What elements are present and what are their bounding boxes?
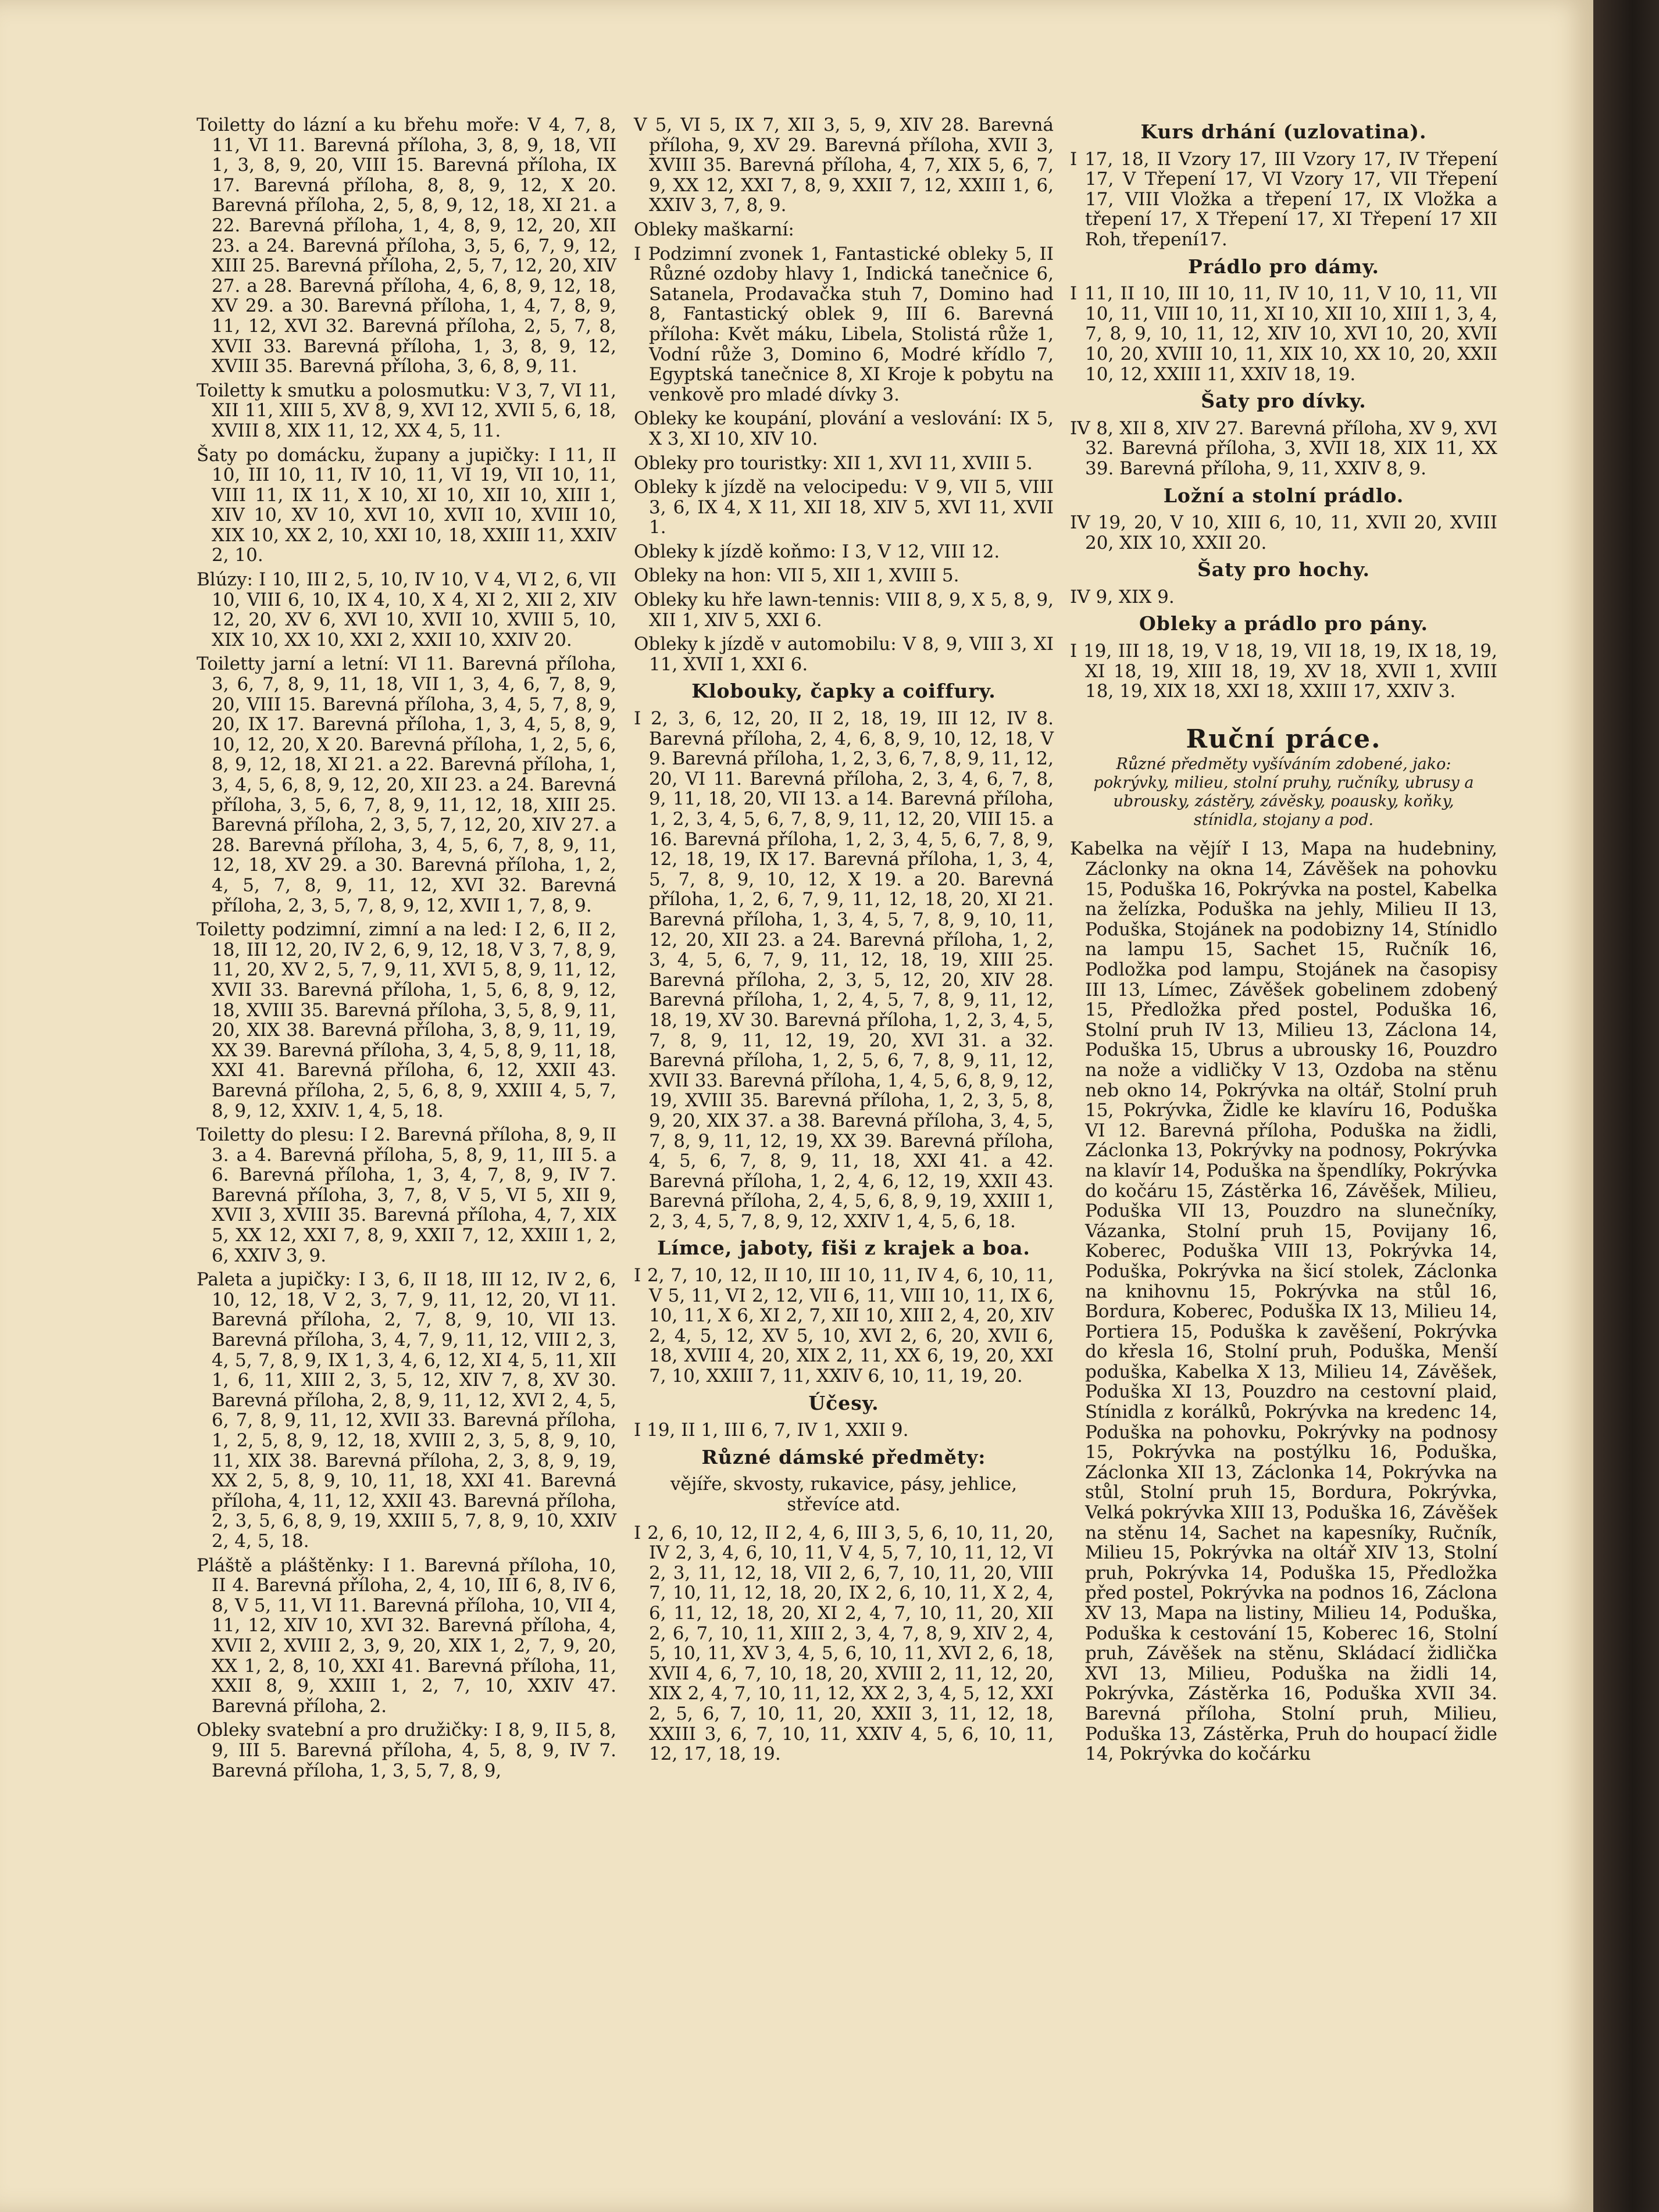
index-entry: Šaty po domácku, župany a jupičky: I 11, II 10, III 10, 11, IV 10, 11, VI 19, VII 10, 11, VIII 11, IX 11, X 10, XI 10, XII 10, XIII 1, XIV 10, XV 10, XVI 10, XVII 10, XVIII 10, XIX 10, XX 2, 10, XXI 10, 18, XXIII 11, XXIV 2, 10. bbox=[197, 444, 616, 566]
index-column-2 bbox=[634, 115, 1054, 1768]
index-entry: V 5, VI 5, IX 7, XII 3, 5, 9, XIV 28. Barevná příloha, 9, XV 29. Barevná příloha, XVII 3, XVIII 35. Barevná příloha, 4, 7, XIX 5, 6, 7, 9, XX 12, XXI 7, 8, 9, XXII 7, 12, XXIII 1, 6, XXIV 3, 7, 8, 9. bbox=[634, 115, 1054, 216]
index-entry: I 2, 3, 6, 12, 20, II 2, 18, 19, III 12, IV 8. Barevná příloha, 2, 4, 6, 8, 9, 10, 12, 18, V 9. Barevná příloha, 1, 2, 3, 6, 7, 8, 9, 11, 12, 20, VI 11. Barevná příloha, 2, 3, 4, 6, 7, 8, 9, 11, 18, 20, VII 13. a 14. Barevná příloha, 1, 2, 3, 4, 5, 6, 7, 8, 9, 11, 12, 20, VIII 15. a 16. Barevná příloha, 1, 2, 3, 4, 5, 6, 7, 8, 9, 12, 18, 19, IX 17. Barevná příloha, 1, 3, 4, 5, 7, 8, 9, 10, 12, X 19. a 20. Barevná příloha, 1, 2, 6, 7, 9, 11, 12, 18, 20, XI 21. Barevná příloha, 1, 3, 4, 5, 7, 8, 9, 10, 11, 12, 20, XII 23. a 24. Barevná příloha, 1, 2, 3, 4, 5, 6, 7, 9, 11, 12, 18, 19, XIII 25. Barevná příloha, 2, 3, 5, 12, 20, XIV 28. Barevná příloha, 1, 2, 4, 5, 7, 8, 9, 11, 12, 18, 19, XV 30. Barevná příloha, 1, 2, 3, 4, 5, 7, 8, 9, 11, 12, 19, 20, XVI 31. a 32. Barevná příloha, 1, 2, 5, 6, 7, 8, 9, 11, 12, XVII 33. Barevná příloha, 1, 4, 5, 6, 8, 9, 12, 19, XVIII 35. Barevná příloha, 1, 2, 3, 5, 8, 9, 20, XIX 37. a 38. Barevná příloha, 3, 4, 5, 7, 8, 9, 11, 12, 19, XX 39. Barevná příloha, 4, 5, 6, 7, 8, 9, 11, 18, XXI 41. a 42. Barevná příloha, 1, 2, 4, 6, 12, 19, XXII 43. Barevná příloha, 2, 4, 5, 6, 8, 9, 19, XXIII 1, 2, 3, 4, 5, 7, 8, 9, 12, XXIV 1, 4, 5, 6, 18. bbox=[634, 708, 1054, 1232]
section-heading: Šaty pro hochy. bbox=[1197, 558, 1371, 581]
index-entry: Toiletty do lázní a ku břehu moře: V 4, 7, 8, 11, VI 11. Barevná příloha, 3, 8, 9, 18, VII 1, 3, 8, 9, 20, VIII 15. Barevná příloha, IX 17. Barevná příloha, 8, 8, 9, 12, X 20. Barevná příloha, 2, 5, 8, 9, 12, 18, XI 21. a 22. Barevná příloha, 1, 4, 8, 9, 12, 20, XII 23. a 24. Barevná příloha, 3, 5, 6, 7, 9, 12, XIII 25. Barevná příloha, 2, 5, 7, 12, 20, XIV 27. a 28. Barevná příloha, 4, 6, 8, 9, 12, 18, XV 29. a 30. Barevná příloha, 1, 4, 7, 8, 9, 11, 12, XVI 32. Barevná příloha, 2, 5, 7, 8, XVII 33. Barevná příloha, 1, 3, 8, 9, 12, XVIII 35. Barevná příloha, 3, 6, 8, 9, 11. bbox=[197, 115, 616, 377]
index-entry: Obleky ke koupání, plování a veslování: IX 5, X 3, XI 10, XIV 10. bbox=[634, 408, 1054, 449]
index-entry: IV 19, 20, V 10, XIII 6, 10, 11, XVII 20, XVIII 20, XIX 10, XXII 20. bbox=[1070, 512, 1497, 553]
index-entry: I 11, II 10, III 10, 11, IV 10, 11, V 10, 11, VII 10, 11, VIII 10, 11, XI 10, XII 10, XIII 1, 3, 4, 7, 8, 9, 10, 11, 12, XIV 10, XVI 10, 20, XVII 10, 20, XVIII 10, 11, XIX 10, XX 10, 20, XXII 10, 12, XXIII 11, XXIV 18, 19. bbox=[1070, 283, 1497, 385]
section-heading: Ložní a stolní prádlo. bbox=[1163, 484, 1404, 507]
section-heading: Účesy. bbox=[808, 1391, 879, 1414]
index-entry: Obleky ku hře lawn-tennis: VIII 8, 9, X 5, 8, 9, XII 1, XIV 5, XXI 6. bbox=[634, 589, 1054, 631]
index-entry: I 19, III 18, 19, V 18, 19, VII 18, 19, IX 18, 19, XI 18, 19, XIII 18, 19, XV 18, XVII 1, XVIII 18, 19, XIX 18, XXI 18, XXIII 17, XXIV 3. bbox=[1070, 641, 1497, 702]
index-entry: Obleky svatební a pro družičky: I 8, 9, II 5, 8, 9, III 5. Barevná příloha, 4, 5, 8, 9, IV 7. Barevná příloha, 1, 3, 5, 7, 8, 9, bbox=[197, 1720, 616, 1781]
section-heading: Kurs drhání (uzlovatina). bbox=[1140, 120, 1427, 143]
index-entry: Obleky maškarní: bbox=[634, 219, 794, 240]
major-heading: Ruční práce. bbox=[1186, 724, 1382, 754]
index-entry: Obleky pro touristky: XII 1, XVI 11, XVIII 5. bbox=[634, 452, 1033, 474]
section-subtitle: Různé předměty vyšíváním zdobené, jako: pokrývky, milieu, stolní pruhy, ručníky, ubrusy a ubrousky, zástěry, závěsky, poausky, koňky, stínidla, stojany a pod. bbox=[1093, 755, 1474, 830]
index-column-3 bbox=[1070, 115, 1497, 1768]
index-entry: IV 8, XII 8, XIV 27. Barevná příloha, XV 9, XVI 32. Barevná příloha, 3, XVII 18, XIX 11, XX 39. Barevná příloha, 9, 11, XXIV 8, 9. bbox=[1070, 417, 1497, 479]
index-entry: Kabelka na vějíř I 13, Mapa na hudebniny, Záclonky na okna 14, Závěšek na pohovku 15, Poduška 16, Pokrývka na postel, Kabelka na želízka, Poduška na jehly, Milieu II 13, Poduška, Stojánek na podobizny 14, Stínidlo na lampu 15, Sachet 15, Ručník 16, Podložka pod lampu, Stojánek na časopisy III 13, Límec, Závěšek gobelinem zdobený 15, Předložka před postel, Poduška 16, Stolní pruh IV 13, Milieu 13, Záclona 14, Poduška 15, Ubrus a ubrousky 16, Pouzdro na nože a vidličky V 13, Ozdoba na stěnu neb okno 14, Pokrývka na oltář, Stolní pruh 15, Pokrývka, Židle ke klavíru 16, Poduška VI 12. Barevná příloha, Poduška na židli, Záclonka 13, Pokrývky na podnosy, Pokrývka na klavír 14, Poduška na špendlíky, Pokrývka do kočáru 15, Zástěrka 16, Závěšek, Milieu, Poduška VII 13, Pouzdro na slunečníky, Vázanka, Stolní pruh 15, Povijany 16, Koberec, Poduška VIII 13, Pokrývka 14, Poduška, Pokrývka na šicí stolek, Záclonka na knihovnu 15, Pokrývka na stůl 16, Bordura, Koberec, Poduška IX 13, Milieu 14, Portiera 15, Poduška k zavěšení, Pokrývka do křesla 16, Stolní pruh, Poduška, Menší poduška, Kabelka X 13, Milieu 14, Závěšek, Poduška XI 13, Pouzdro na cestovní plaid, Stínidla z korálků, Pokrývka na kredenc 14, Poduška na pohovku, Pokrývky na podnosy 15, Pokrývka na postýlku 16, Poduška, Záclonka XII 13, Záclonka 14, Pokrývka na stůl, Stolní pruh 15, Bordura, Pokrývka, Velká pokrývka XIII 13, Poduška 16, Závěšek na stěnu 14, Sachet na kapesníky, Ručník, Milieu 15, Pokrývka na oltář XIV 13, Stolní pruh, Pokrývka 14, Poduška 15, Předložka před postel, Pokrývka na podnos 16, Záclona XV 13, Mapa na listiny, Milieu 14, Poduška, Poduška k cestování 15, Koberec 16, Stolní pruh, Závěšek na stěnu, Skládací židlička XVI 13, Milieu, Poduška na židli 14, Pokrývka, Zástěrka 16, Poduška XVII 34. Barevná příloha, Stolní pruh, Milieu, Poduška 13, Zástěrka, Pruh do houpací židle 14, Pokrývka do kočárku bbox=[1070, 838, 1497, 1765]
index-entry: Toiletty do plesu: I 2. Barevná příloha, 8, 9, II 3. a 4. Barevná příloha, 5, 8, 9, 11, III 5. a 6. Barevná příloha, 1, 3, 4, 7, 8, 9, IV 7. Barevná příloha, 3, 7, 8, V 5, VI 5, XII 9, XVII 3, XVIII 35. Barevná příloha, 4, 7, XIX 5, XX 12, XXI 7, 8, 9, XXII 7, 12, XXIII 1, 2, 6, XXIV 3, 9. bbox=[197, 1124, 616, 1266]
index-entry: Obleky k jízdě na velocipedu: V 9, VII 5, VIII 3, 6, IX 4, X 11, XII 18, XIV 5, XVI 11, XVII 1. bbox=[634, 477, 1054, 538]
index-entry: Obleky na hon: VII 5, XII 1, XVIII 5. bbox=[634, 565, 959, 587]
index-entry: I 2, 6, 10, 12, II 2, 4, 6, III 3, 5, 6, 10, 11, 20, IV 2, 3, 4, 6, 10, 11, V 4, 5, 7, 10, 11, 12, VI 2, 3, 11, 12, 18, VII 2, 6, 7, 10, 11, 20, VIII 7, 10, 11, 12, 18, 20, IX 2, 6, 10, 11, X 2, 4, 6, 11, 12, 18, 20, XI 2, 4, 7, 10, 11, 20, XII 2, 6, 7, 10, 11, XIII 2, 3, 4, 7, 8, 9, XIV 2, 4, 5, 10, 11, XV 3, 4, 5, 6, 10, 11, XVI 2, 6, 18, XVII 4, 6, 7, 10, 18, 20, XVIII 2, 11, 12, 20, XIX 2, 4, 7, 10, 11, 12, XX 2, 3, 4, 5, 12, XXI 2, 5, 6, 7, 10, 11, 20, XXII 3, 11, 12, 18, XXIII 3, 6, 7, 10, 11, XXIV 4, 5, 6, 10, 11, 12, 17, 18, 19. bbox=[634, 1522, 1054, 1765]
index-entry: Obleky k jízdě v automobilu: V 8, 9, VIII 3, XI 11, XVII 1, XXI 6. bbox=[634, 634, 1054, 675]
index-entry: Toiletty jarní a letní: VI 11. Barevná příloha, 3, 6, 7, 8, 9, 11, 18, VII 1, 3, 4, 6, 7, 8, 9, 20, VIII 15. Barevná příloha, 3, 4, 5, 7, 8, 9, 20, IX 17. Barevná příloha, 1, 3, 4, 5, 8, 9, 10, 12, 20, X 20. Barevná příloha, 1, 2, 5, 6, 8, 9, 12, 18, XI 21. a 22. Barevná příloha, 1, 3, 4, 5, 6, 8, 9, 12, 20, XII 23. a 24. Barevná příloha, 3, 5, 6, 7, 8, 9, 11, 12, 18, XIII 25. Barevná příloha, 2, 3, 5, 7, 12, 20, XIV 27. a 28. Barevná příloha, 3, 4, 5, 6, 7, 8, 9, 11, 12, 18, XV 29. a 30. Barevná příloha, 1, 2, 4, 5, 7, 8, 9, 11, 12, XVI 32. Barevná příloha, 2, 3, 5, 7, 8, 9, 12, XVII 1, 7, 8, 9. bbox=[197, 653, 616, 916]
book-spine bbox=[1593, 0, 1659, 2212]
section-heading: Klobouky, čapky a coiffury. bbox=[691, 680, 996, 703]
index-entry: I 17, 18, II Vzory 17, III Vzory 17, IV Třepení 17, V Třepení 17, VI Vzory 17, VII Třepení 17, VIII Vložka a třepení 17, IX Vložka a třepení 17, X Třepení 17, XI Třepení 17 XII Roh, třepení17. bbox=[1070, 148, 1497, 250]
index-entry: Pláště a pláštěnky: I 1. Barevná příloha, 10, II 4. Barevná příloha, 2, 4, 10, III 6, 8, IV 6, 8, V 5, 11, VI 11. Barevná příloha, 10, VII 4, 11, 12, XIV 10, XVI 32. Barevná příloha, 4, XVII 2, XVIII 2, 3, 9, 20, XIX 1, 2, 7, 9, 20, XX 1, 2, 8, 10, XXI 41. Barevná příloha, 11, XXII 8, 9, XXIII 1, 2, 7, 10, XXIV 47. Barevná příloha, 2. bbox=[197, 1555, 616, 1717]
index-column-1 bbox=[197, 115, 616, 1785]
section-heading: Límce, jaboty, fiši z krajek a boa. bbox=[657, 1237, 1030, 1260]
index-entry: Obleky k jízdě koňmo: I 3, V 12, VIII 12. bbox=[634, 541, 1000, 562]
section-heading: Prádlo pro dámy. bbox=[1188, 255, 1379, 278]
section-heading: Šaty pro dívky. bbox=[1201, 389, 1367, 413]
index-entry: I 19, II 1, III 6, 7, IV 1, XXII 9. bbox=[634, 1420, 909, 1441]
section-note: vějíře, skvosty, rukavice, pásy, jehlice, střevíce atd. bbox=[670, 1474, 1018, 1515]
index-entry: I Podzimní zvonek 1, Fantastické obleky 5, II Různé ozdoby hlavy 1, Indická tanečnice 6, Satanela, Prodavačka stuh 7, Domino had 8, Fantastický oblek 9, III 6. Barevná příloha: Květ máku, Libela, Stolistá růže 1, Vodní růže 3, Domino 6, Modré křídlo 7, Egyptská tanečnice 8, XI Kroje k pobytu na venkově pro mladé dívky 3. bbox=[634, 243, 1054, 405]
index-entry: Blúzy: I 10, III 2, 5, 10, IV 10, V 4, VI 2, 6, VII 10, VIII 6, 10, IX 4, 10, X 4, XI 2, XII 2, XIV 12, 20, XV 6, XVI 10, XVII 10, XVIII 5, 10, XIX 10, XX 10, XXI 2, XXII 10, XXIV 20. bbox=[197, 569, 616, 651]
section-heading: Obleky a prádlo pro pány. bbox=[1139, 612, 1428, 635]
index-entry: Toiletty podzimní, zimní a na led: I 2, 6, II 2, 18, III 12, 20, IV 2, 6, 9, 12, 18, V 3, 7, 8, 9, 11, 20, XV 2, 5, 7, 9, 11, XVI 5, 8, 9, 11, 12, XVII 33. Barevná příloha, 1, 5, 6, 8, 9, 12, 18, XVIII 35. Barevná příloha, 3, 5, 8, 9, 11, 20, XIX 38. Barevná příloha, 3, 8, 9, 11, 19, XX 39. Barevná příloha, 3, 4, 5, 8, 9, 11, 18, XXI 41. Barevná příloha, 6, 12, XXII 43. Barevná příloha, 2, 5, 6, 8, 9, XXIII 4, 5, 7, 8, 9, 12, XXIV. 1, 4, 5, 18. bbox=[197, 919, 616, 1121]
index-entry: Toiletty k smutku a polosmutku: V 3, 7, VI 11, XII 11, XIII 5, XV 8, 9, XVI 12, XVII 5, 6, 18, XVIII 8, XIX 11, 12, XX 4, 5, 11. bbox=[197, 380, 616, 441]
index-entry: Paleta a jupičky: I 3, 6, II 18, III 12, IV 2, 6, 10, 12, 18, V 2, 3, 7, 9, 11, 12, 20, VI 11. Barevná příloha, 2, 7, 8, 9, 10, VII 13. Barevná příloha, 3, 4, 7, 9, 11, 12, VIII 2, 3, 4, 5, 7, 8, 9, IX 1, 3, 4, 6, 12, XI 4, 5, 11, XII 1, 6, 11, XIII 2, 3, 5, 12, XIV 7, 8, XV 30. Barevná příloha, 2, 8, 9, 11, 12, XVI 2, 4, 5, 6, 7, 8, 9, 11, 12, XVII 33. Barevná příloha, 1, 2, 5, 8, 9, 12, 18, XVIII 2, 3, 5, 8, 9, 10, 11, XIX 38. Barevná příloha, 2, 3, 8, 9, 19, XX 2, 5, 8, 9, 10, 11, 18, XXI 41. Barevná příloha, 4, 11, 12, XXII 43. Barevná příloha, 2, 3, 5, 6, 8, 9, 19, XXIII 5, 7, 8, 9, 10, XXIV 2, 4, 5, 18. bbox=[197, 1269, 616, 1552]
index-entry: I 2, 7, 10, 12, II 10, III 10, 11, IV 4, 6, 10, 11, V 5, 11, VI 2, 12, VII 6, 11, VIII 10, 11, IX 6, 10, 11, X 6, XI 2, 7, XII 10, XIII 2, 4, 20, XIV 2, 4, 5, 12, XV 5, 10, XVI 2, 6, 20, XVII 6, 18, XVIII 4, 20, XIX 2, 11, XX 6, 19, 20, XXI 7, 10, XXIII 7, 11, XXIV 6, 10, 11, 19, 20. bbox=[634, 1265, 1054, 1387]
index-entry: IV 9, XIX 9. bbox=[1070, 586, 1175, 608]
section-heading: Různé dámské předměty: bbox=[701, 1445, 986, 1468]
